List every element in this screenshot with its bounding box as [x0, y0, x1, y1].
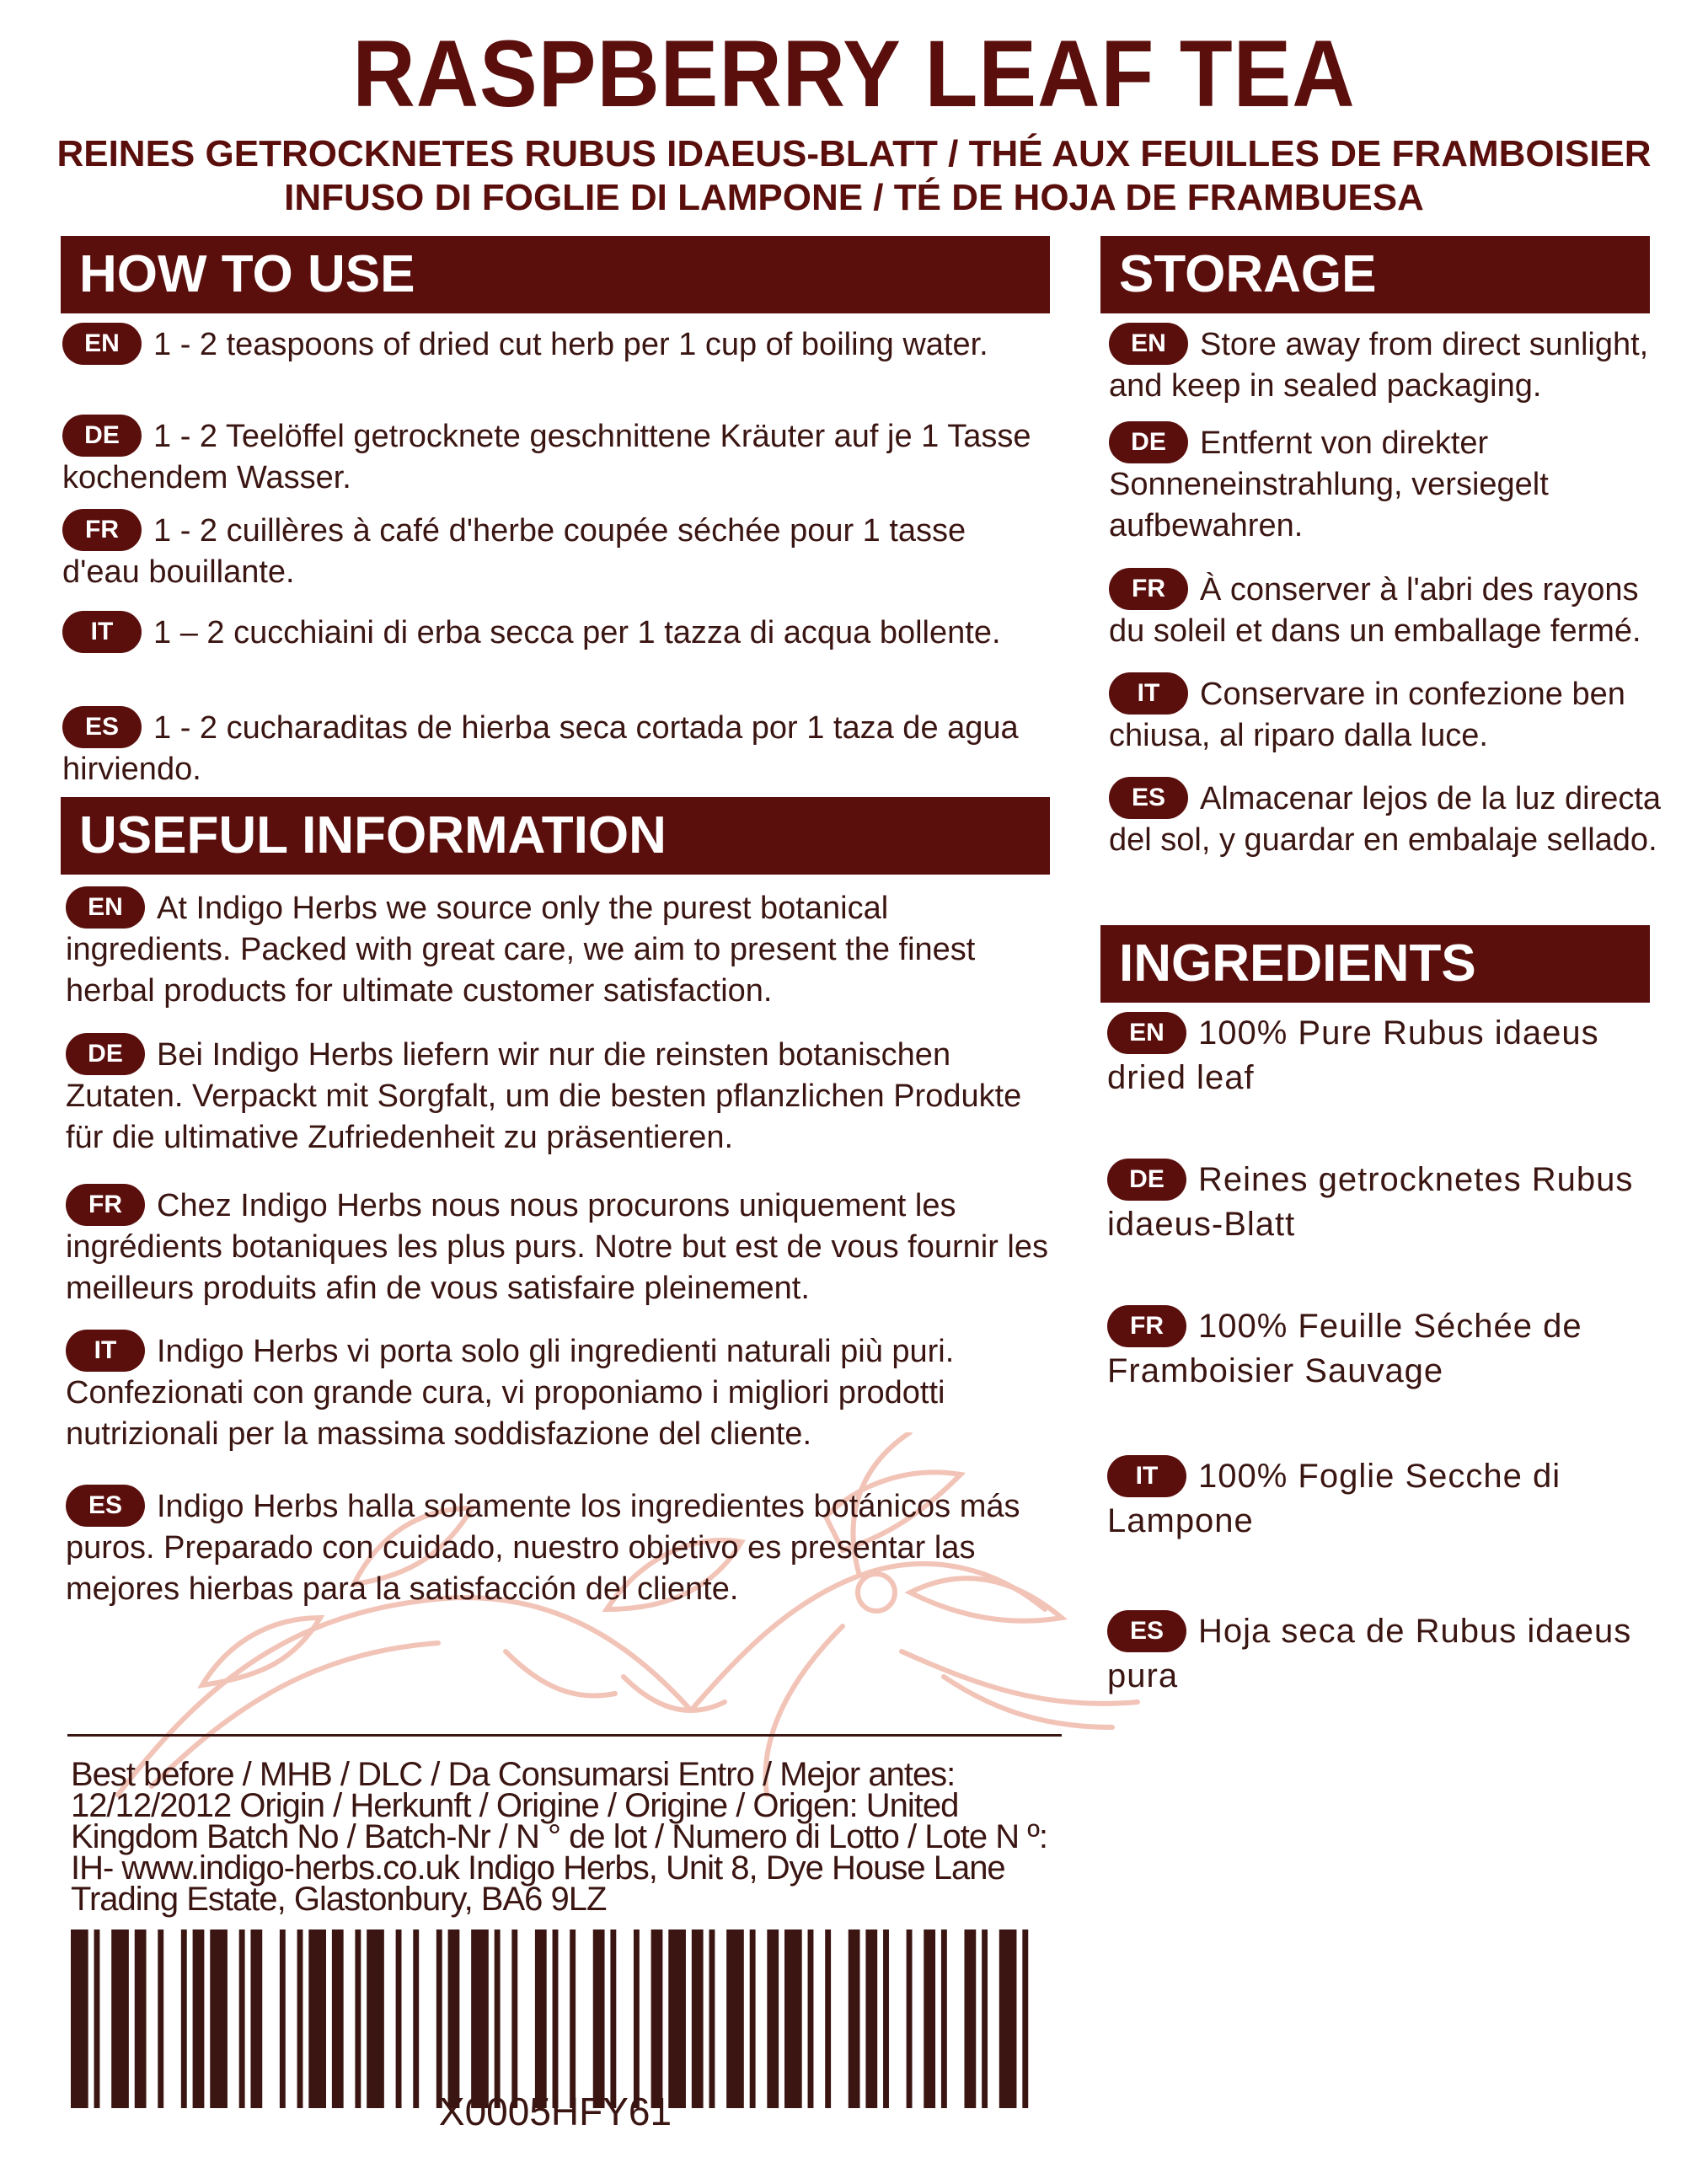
- storage-text-de: Entfernt von direkter Sonneneinstrahlung, versiegelt aufbewahren.: [1109, 426, 1549, 543]
- barcode-bar: [982, 1930, 988, 2108]
- barcode-bar: [651, 1930, 663, 2108]
- storage-heading: STORAGE: [1100, 236, 1650, 313]
- barcode-bar: [71, 1930, 88, 2108]
- language-badge-en: EN: [62, 323, 142, 365]
- barcode-bar: [413, 1930, 419, 2108]
- barcode-bar: [511, 1930, 517, 2108]
- ingredients-heading: INGREDIENTS: [1100, 925, 1650, 1003]
- barcode-bar: [367, 1930, 384, 2108]
- how-to-use-entry-it: [62, 611, 1048, 654]
- barcode-bar: [308, 1930, 326, 2108]
- language-badge-it: IT: [1109, 672, 1188, 715]
- how-to-use-text-de: 1 - 2 Teelöffel getrocknete geschnittene Kräuter auf je 1 Tasse kochendem Wasser.: [62, 419, 1031, 495]
- barcode-bar: [297, 1930, 303, 2108]
- storage-text-en: Store away from direct sunlight, and keep in sealed packaging.: [1109, 327, 1649, 404]
- useful-info-entry-en: [66, 886, 1052, 1012]
- barcode-bar: [535, 1930, 547, 2108]
- barcode-bar: [111, 1930, 129, 2108]
- language-badge-it: IT: [66, 1330, 145, 1372]
- barcode-bar: [668, 1930, 686, 2108]
- useful-information-heading: USEFUL INFORMATION: [61, 797, 1050, 875]
- barcode-bar: [495, 1930, 501, 2108]
- barcode-bar: [999, 1930, 1017, 2108]
- barcode-bar: [210, 1930, 228, 2108]
- useful-info-text-fr: Chez Indigo Herbs nous nous procurons uniquement les ingrédients botaniques les plus purs. Notre but est de vous fournir les meilleurs produits afin de vous satisfaire pleinement.: [66, 1188, 1048, 1306]
- barcode-bar: [924, 1930, 935, 2108]
- how-to-use-entry-de: [62, 415, 1048, 499]
- barcode-bar: [181, 1930, 187, 2108]
- useful-info-entry-es: [66, 1485, 1052, 1610]
- ingredients-text-it: 100% Foglie Secche di Lampone: [1107, 1458, 1561, 1539]
- language-badge-es: ES: [66, 1485, 145, 1527]
- barcode-bar: [471, 1930, 489, 2108]
- useful-info-entry-de: [66, 1033, 1052, 1159]
- language-badge-fr: FR: [66, 1184, 145, 1226]
- barcode-bar: [396, 1930, 402, 2108]
- barcode-bar: [767, 1930, 779, 2108]
- barcode-bar: [280, 1930, 286, 2108]
- ingredients-entry-es: [1107, 1609, 1672, 1699]
- storage-entry-fr: [1109, 568, 1675, 652]
- ingredients-entry-de: [1107, 1158, 1672, 1247]
- barcode-bar: [135, 1930, 147, 2108]
- storage-entry-en: [1109, 323, 1675, 407]
- barcode-bar: [1022, 1930, 1028, 2108]
- barcode-number: X0005HFY61: [438, 2090, 672, 2133]
- barcode-bar: [448, 1930, 460, 2108]
- barcode-bar: [239, 1930, 245, 2108]
- how-to-use-entry-es: [62, 706, 1048, 790]
- language-badge-en: EN: [66, 886, 145, 929]
- useful-info-entry-fr: [66, 1184, 1052, 1309]
- language-badge-es: ES: [62, 706, 142, 748]
- language-badge-es: ES: [1109, 777, 1188, 819]
- barcode-bar: [808, 1930, 814, 2108]
- ingredients-entry-it: [1107, 1454, 1672, 1544]
- barcode-bar: [553, 1930, 559, 2108]
- language-badge-de: DE: [1109, 421, 1188, 463]
- useful-info-text-es: Indigo Herbs halla solamente los ingredientes botánicos más puros. Preparado con cuidado, nuestro objetivo es presentar las mejores hierbas para la satisfacción del cliente.: [66, 1489, 1020, 1607]
- barcode-bar: [726, 1930, 744, 2108]
- useful-info-entry-it: [66, 1330, 1052, 1455]
- barcode-bar: [593, 1930, 605, 2108]
- barcode: [71, 1930, 1040, 2108]
- barcode-bar: [355, 1930, 361, 2108]
- useful-info-text-de: Bei Indigo Herbs liefern wir nur die reinsten botanischen Zutaten. Verpackt mit Sorgfalt, um die besten pflanzlichen Produkte für die ultimative Zufriedenheit zu präsentieren.: [66, 1037, 1022, 1155]
- barcode-bar: [158, 1930, 163, 2108]
- storage-text-fr: À conserver à l'abri des rayons du soleil et dans un emballage fermé.: [1109, 572, 1641, 649]
- how-to-use-text-fr: 1 - 2 cuillères à café d'herbe coupée séchée pour 1 tasse d'eau bouillante.: [62, 513, 966, 590]
- footer-divider: [67, 1734, 1062, 1737]
- ingredients-entry-en: [1107, 1011, 1672, 1100]
- language-badge-fr: FR: [1109, 568, 1188, 610]
- how-to-use-text-it: 1 – 2 cucchiaini di erba secca per 1 tazza di acqua bollente.: [153, 615, 1001, 650]
- how-to-use-heading: HOW TO USE: [61, 236, 1050, 313]
- language-badge-it: IT: [62, 611, 142, 653]
- barcode-bar: [570, 1930, 576, 2108]
- barcode-bar: [941, 1930, 947, 2108]
- barcode-bar: [634, 1930, 640, 2108]
- barcode-bar: [964, 1930, 976, 2108]
- barcode-bar: [784, 1930, 802, 2108]
- ingredients-text-fr: 100% Feuille Séchée de Framboisier Sauvage: [1107, 1308, 1582, 1389]
- storage-entry-it: [1109, 672, 1675, 757]
- barcode-bar: [250, 1930, 262, 2108]
- language-badge-de: DE: [66, 1033, 145, 1075]
- barcode-bar: [907, 1930, 913, 2108]
- barcode-bar: [332, 1930, 344, 2108]
- product-title: RASPBERRY LEAF TEA: [352, 21, 1356, 126]
- footer-product-info: Best before / MHB / DLC / Da Consumarsi Entro / Mejor antes: 12/12/2012 Origin / Herkunft / Origine / Origine / Origen: United Kingdom Batch No / Batch-Nr / N ° de lot / Numero di Lotto / Lote N º: IH- www.indigo-herbs.co.uk Indigo Herbs, Unit 8, Dye House Lane Trading Estate, Glastonbury, BA6 9LZ: [71, 1756, 1047, 1918]
- barcode-bar: [750, 1930, 756, 2108]
- how-to-use-entry-fr: [62, 509, 1048, 593]
- barcode-bar: [610, 1930, 616, 2108]
- language-badge-fr: FR: [1107, 1305, 1186, 1347]
- ingredients-text-de: Reines getrocknetes Rubus idaeus-Blatt: [1107, 1161, 1634, 1243]
- storage-entry-es: [1109, 777, 1675, 861]
- storage-entry-de: [1109, 421, 1675, 547]
- barcode-bar: [709, 1930, 715, 2108]
- storage-text-it: Conservare in confezione ben chiusa, al riparo dalla luce.: [1109, 677, 1625, 753]
- how-to-use-text-es: 1 - 2 cucharaditas de hierba seca cortada por 1 taza de agua hirviendo.: [62, 710, 1019, 787]
- barcode-bar: [825, 1930, 831, 2108]
- barcode-bar: [865, 1930, 877, 2108]
- language-badge-it: IT: [1107, 1455, 1186, 1497]
- useful-info-text-en: At Indigo Herbs we source only the purest botanical ingredients. Packed with great care, we aim to present the finest herbal products for ultimate customer satisfaction.: [66, 891, 976, 1009]
- barcode-bar: [692, 1930, 704, 2108]
- barcode-bar: [436, 1930, 442, 2108]
- barcode-bar: [849, 1930, 860, 2108]
- barcode-bar: [94, 1930, 100, 2108]
- useful-info-text-it: Indigo Herbs vi porta solo gli ingredienti naturali più puri. Confezionati con grande cura, vi proponiamo i migliori prodotti nutrizionali per la massima soddisfazione del cliente.: [66, 1334, 955, 1452]
- language-badge-en: EN: [1109, 323, 1188, 365]
- language-badge-de: DE: [1107, 1159, 1186, 1201]
- ingredients-entry-fr: [1107, 1304, 1672, 1394]
- language-badge-es: ES: [1107, 1610, 1186, 1652]
- barcode-bar: [193, 1930, 205, 2108]
- language-badge-en: EN: [1107, 1012, 1186, 1054]
- product-subtitle-line2: INFUSO DI FOGLIE DI LAMPONE / TÉ DE HOJA DE FRAMBUESA: [284, 177, 1424, 218]
- how-to-use-text-en: 1 - 2 teaspoons of dried cut herb per 1 cup of boiling water.: [153, 327, 988, 362]
- ingredients-text-es: Hoja seca de Rubus idaeus pura: [1107, 1613, 1632, 1694]
- barcode-bar: [883, 1930, 889, 2108]
- language-badge-fr: FR: [62, 509, 142, 551]
- how-to-use-entry-en: [62, 323, 1048, 366]
- product-subtitle-line1: REINES GETROCKNETES RUBUS IDAEUS-BLATT / THÉ AUX FEUILLES DE FRAMBOISIER: [56, 133, 1652, 174]
- language-badge-de: DE: [62, 415, 142, 457]
- storage-text-es: Almacenar lejos de la luz directa del sol, y guardar en embalaje sellado.: [1109, 781, 1662, 858]
- ingredients-text-en: 100% Pure Rubus idaeus dried leaf: [1107, 1014, 1599, 1096]
